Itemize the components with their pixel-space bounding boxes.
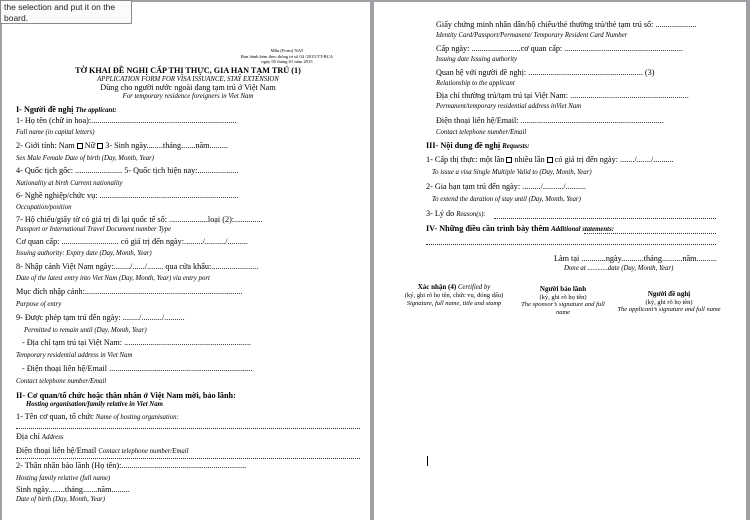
done-at-en: Done at ............date (Day, Month, Year)	[564, 265, 674, 272]
sponsor-en: The sponsor’s signature and full name	[521, 301, 605, 316]
sponsor-heading: Người bảo lãnh	[539, 285, 587, 293]
field-family-relative: 2- Thân nhân bảo lãnh (Họ tên):.............................................................	[16, 461, 247, 470]
field-full-name-en: Full name (in capital letters)	[16, 129, 95, 136]
field-id-issue: Cấp ngày: ........................cơ quan cấp: ..........................................................	[436, 44, 683, 53]
female-checkbox[interactable]	[97, 143, 103, 149]
field-relationship-en: Relationship to the applicant	[436, 80, 515, 87]
field-family-relative-en: Hosting family relative (full name)	[16, 475, 111, 482]
field-relative-dob: Sinh ngày........tháng.......năm.........	[16, 485, 130, 494]
field-passport-en: Passport or International Travel Document number Type	[16, 226, 172, 233]
section-3-heading: III- Nội dung đề nghị Requests:	[426, 141, 530, 150]
field-permitted-until: 9- Được phép tạm trú đến ngày: ......../........../..........	[16, 313, 185, 322]
field-permitted-until-en: Permitted to remain until (Day, Month, Year)	[24, 327, 147, 334]
field-contact-right-en: Contact telephone number/Email	[436, 129, 527, 136]
field-occupation-en: Occupation/position	[16, 204, 72, 211]
tooltip: the selection and put it on the board.	[0, 0, 132, 24]
field-full-name: 1- Họ tên (chữ in hoa):.......................................................................	[16, 116, 237, 125]
field-visa-type: 1- Cấp thị thực: một lần nhiều lần có giá trị đến ngày: ......./......./..........	[426, 155, 674, 164]
form-title: TỜ KHAI ĐỀ NGHỊ CẤP THỊ THỰC, GIA HẠN TẠM TRÚ (1)	[75, 66, 301, 75]
single-entry-checkbox[interactable]	[506, 157, 512, 163]
done-at: Làm tại ............ngày...........tháng..........năm..........	[554, 254, 717, 263]
form-number: Mẫu (Form) NA5	[270, 48, 304, 53]
field-occupation: 6- Nghề nghiệp/chức vụ: ....................................................................	[16, 191, 239, 200]
field-purpose: Mục đích nhập cảnh:.............................................................................	[16, 287, 243, 296]
field-host-org: 1- Tên cơ quan, tổ chức Name of hosting organisation:	[16, 412, 179, 421]
male-checkbox[interactable]	[77, 143, 83, 149]
field-sex-dob: 2- Giới tính: Nam Nữ 3- Sinh ngày........tháng.......năm.........	[16, 141, 228, 150]
field-issuing-authority: Cơ quan cấp: ............................ có giá trị đến ngày:........./........../..........	[16, 237, 248, 246]
document-page-left	[2, 2, 370, 520]
certified-by-note: (ký, ghi rõ họ tên, chức vụ, đóng dấu)	[404, 292, 504, 299]
multiple-entry-checkbox[interactable]	[547, 157, 553, 163]
field-issuing-authority-en: Issuing authority: Expiry date (Day, Month, Year)	[16, 250, 152, 257]
field-reason: 3- Lý do Reason(s):	[426, 209, 486, 218]
field-sex-dob-en: Sex Male Female Date of birth (Day, Month, Year)	[16, 155, 154, 162]
field-temp-address-en: Temporary residential address in Viet Nam	[16, 352, 133, 359]
applicant-heading: Người đề nghị	[647, 290, 691, 298]
field-extend-stay: 2- Gia hạn tạm trú đến ngày: ........./........../..........	[426, 182, 587, 191]
section-1-heading: I- Người đề nghị The applicant:	[16, 105, 117, 114]
section-4-heading: IV- Những điều cần trình bày thêm Additional statements:	[426, 224, 614, 233]
field-id-issue-en: Issuing date Issuing authority	[436, 56, 517, 63]
field-extend-stay-en: To extend the duration of stay until (Day, Month, Year)	[432, 196, 581, 203]
field-contact: - Điện thoại liên hệ/Email ......................................................................	[22, 364, 253, 373]
issued-by: Ban hành kèm theo thông tư số 04 /2015/TT-BCA	[240, 54, 334, 59]
field-nationality-en: Nationality at birth Current nationality	[16, 180, 123, 187]
field-passport: 7- Hộ chiếu/giấy tờ có giá trị đi lại quốc tế số: ...................loại (2):..............	[16, 215, 263, 224]
form-subtitle: Dùng cho người nước ngoài đang tạm trú ở Việt Nam	[100, 83, 276, 92]
field-temp-address: - Địa chỉ tạm trú tại Việt Nam: ..............................................................	[22, 338, 252, 347]
field-purpose-en: Purpose of entry	[16, 301, 62, 308]
form-title-en: APPLICATION FORM FOR VISA ISSUANCE, STAY EXTENSION	[97, 76, 279, 83]
field-id-card: Giấy chứng minh nhân dân/hộ chiếu/thẻ thường trú/thẻ tạm trú số: ....................	[436, 20, 697, 29]
field-relative-dob-en: Date of birth (Day, Month, Year)	[16, 496, 106, 503]
field-entry-date-en: Date of the latest entry into Viet Nam (Day, Month, Year) via entry port	[16, 275, 210, 282]
issued-date: ngày 05 tháng 01 năm 2015	[261, 59, 313, 64]
certified-by-en: Signature, full name, title and stamp	[406, 300, 502, 307]
applicant-note: (ký, ghi rõ họ tên)	[645, 299, 693, 306]
section-2-heading-en: Hosting organisation/family relative in Viet Nam	[26, 401, 163, 408]
field-nationality: 4- Quốc tịch gốc: ....................... 5- Quốc tịch hiện nay:....................	[16, 166, 239, 175]
applicant-en: The applicant’s signature and full name	[617, 306, 721, 313]
field-permanent-address-en: Permanent/temporary residential address inViet Nam	[436, 103, 582, 110]
certified-by: Xác nhận (4) Certified by	[417, 283, 491, 291]
field-contact-right: Điện thoại liên hệ/Email: ......................................................................	[436, 116, 664, 125]
text-cursor	[427, 456, 428, 466]
field-contact-en: Contact telephone number/Email	[16, 378, 107, 385]
form-subtitle-en: For temporary residence foreigners in Viet Nam	[122, 93, 254, 100]
field-host-contact: Điện thoại liên hệ/Email Contact telephone number/Email	[16, 446, 189, 455]
field-visa-type-en: To issue a visa Single Multiple Valid to (Day, Month, Year)	[432, 169, 592, 176]
field-entry-date: 8- Nhập cảnh Việt Nam ngày:......../....../........ qua cửa khẩu:.......................	[16, 262, 259, 271]
document-page-right	[374, 2, 746, 520]
field-host-address: Địa chỉ Address	[16, 432, 64, 441]
sponsor-note: (ký, ghi rõ họ tên)	[539, 294, 587, 301]
section-2-heading: II- Cơ quan/tổ chức hoặc thân nhân ở Việt Nam mời, bảo lãnh:	[16, 391, 236, 400]
field-permanent-address: Địa chỉ thường trú/tạm trú tại Việt Nam: ..........................................................	[436, 91, 689, 100]
field-id-card-en: Identity Card/Passport/Permanent/ Temporary Resident Card Number	[436, 32, 628, 39]
field-relationship: Quan hệ với người đề nghị: ........................................................ (3)	[436, 68, 655, 77]
